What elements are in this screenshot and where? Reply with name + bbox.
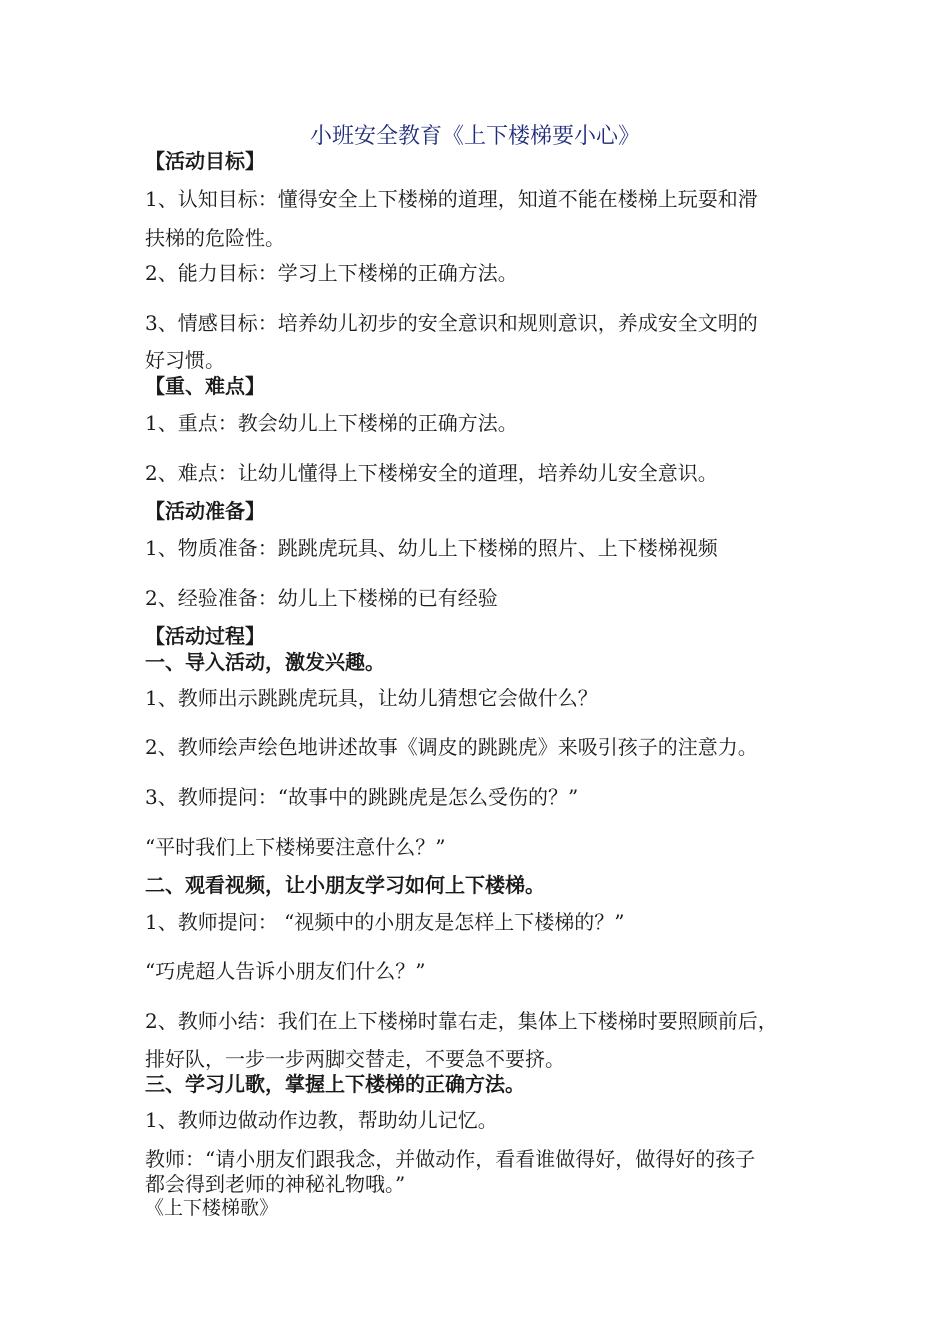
paragraph-line: 1、教师提问： “视频中的小朋友是怎样上下楼梯的？” <box>145 910 625 934</box>
paragraph-line: 排好队，一步一步两脚交替走，不要急不要挤。 <box>145 1047 565 1071</box>
paragraph-line: 1、物质准备：跳跳虎玩具、幼儿上下楼梯的照片、上下楼梯视频 <box>145 536 718 560</box>
section-heading-goals: 【活动目标】 <box>145 149 265 173</box>
section-heading-process: 【活动过程】 <box>145 624 265 648</box>
paragraph-line: 1、重点：教会幼儿上下楼梯的正确方法。 <box>145 411 518 435</box>
paragraph-line: 1、教师边做动作边教，帮助幼儿记忆。 <box>145 1108 498 1132</box>
paragraph-line: “平时我们上下楼梯要注意什么？” <box>145 835 446 859</box>
section-heading-preparation: 【活动准备】 <box>145 499 265 523</box>
paragraph-line: 3、教师提问：“故事中的跳跳虎是怎么受伤的？” <box>145 785 579 809</box>
paragraph-line: 2、教师绘声绘色地讲述故事《调皮的跳跳虎》来吸引孩子的注意力。 <box>145 735 758 759</box>
paragraph-line: 教师：“请小朋友们跟我念，并做动作，看看谁做得好，做得好的孩子 <box>145 1147 756 1171</box>
paragraph-line: 都会得到老师的神秘礼物哦。” <box>145 1172 406 1196</box>
paragraph-line: 3、情感目标：培养幼儿初步的安全意识和规则意识，养成安全文明的 <box>145 311 758 335</box>
section-heading-key-points: 【重、难点】 <box>145 374 265 398</box>
subsection-heading: 一、导入活动，激发兴趣。 <box>145 650 385 674</box>
paragraph-line: 2、难点：让幼儿懂得上下楼梯安全的道理，培养幼儿安全意识。 <box>145 461 718 485</box>
paragraph-line: “巧虎超人告诉小朋友们什么？” <box>145 959 426 983</box>
document-title: 小班安全教育《上下楼梯要小心》 <box>309 124 640 149</box>
subsection-heading: 二、观看视频，让小朋友学习如何上下楼梯。 <box>145 873 545 897</box>
paragraph-line: 2、经验准备：幼儿上下楼梯的已有经验 <box>145 586 498 610</box>
subsection-heading: 三、学习儿歌，掌握上下楼梯的正确方法。 <box>145 1072 525 1096</box>
paragraph-line: 1、认知目标：懂得安全上下楼梯的道理，知道不能在楼梯上玩耍和滑 <box>145 187 758 211</box>
paragraph-line: 2、能力目标：学习上下楼梯的正确方法。 <box>145 261 518 285</box>
paragraph-line: 2、教师小结：我们在上下楼梯时靠右走，集体上下楼梯时要照顾前后， <box>145 1009 778 1033</box>
paragraph-line: 好习惯。 <box>145 348 225 372</box>
paragraph-line: 扶梯的危险性。 <box>145 226 285 250</box>
paragraph-line: 1、教师出示跳跳虎玩具，让幼儿猜想它会做什么？ <box>145 686 598 710</box>
song-title: 《上下楼梯歌》 <box>145 1197 279 1219</box>
